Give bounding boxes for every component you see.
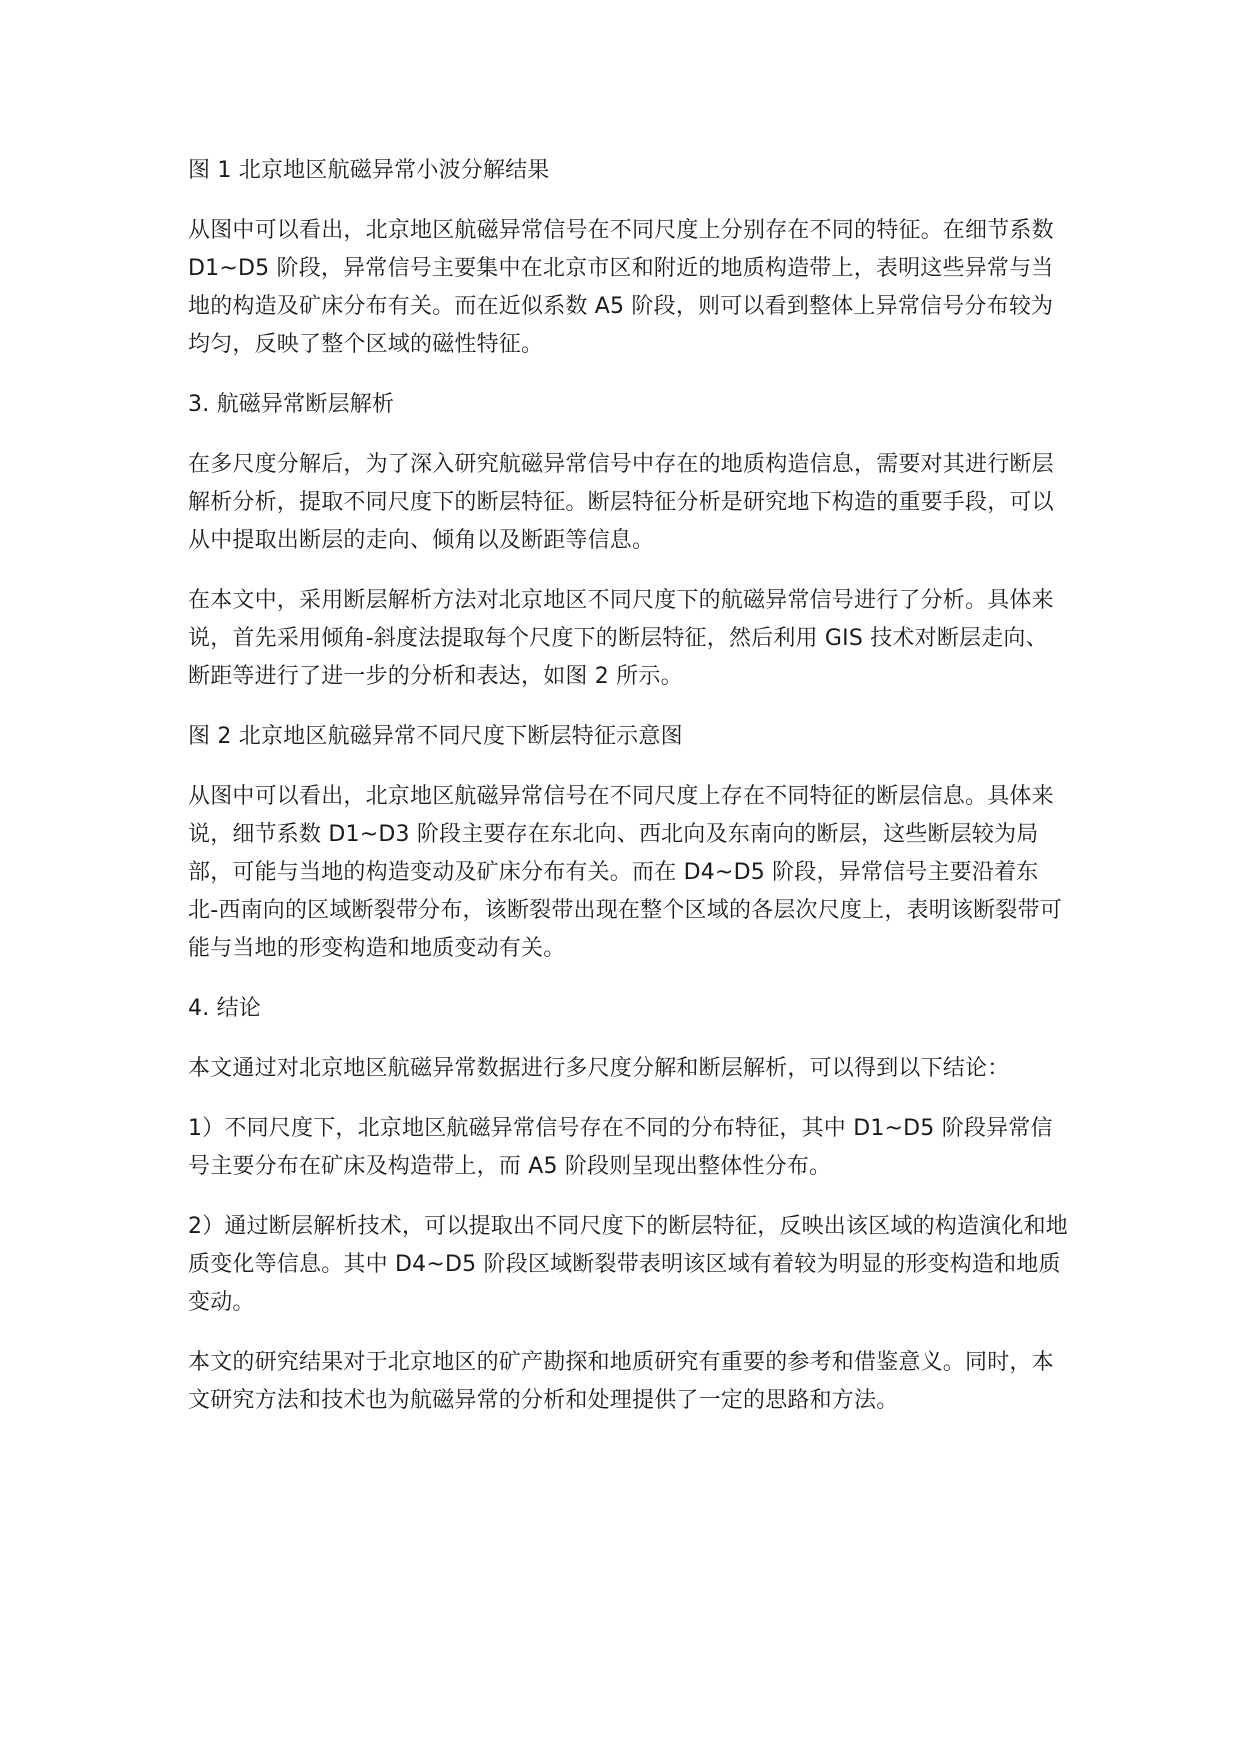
figure-2-caption: 图 2 北京地区航磁异常不同尺度下断层特征示意图 — [188, 724, 683, 749]
conclusion-item-1: 1）不同尺度下，北京地区航磁异常信号存在不同的分布特征，其中 D1~D5 阶段异常信号主要分布在矿床及构造带上，而 A5 阶段则呈现出整体性分布。 — [188, 1116, 1053, 1179]
paragraph-figure-2-analysis: 从图中可以看出，北京地区航磁异常信号在不同尺度上存在不同特征的断层信息。具体来说，细节系数 D1~D3 阶段主要存在东北向、西北向及东南向的断层，这些断层较为局部，可能与当地的构造变动及矿床分布有关。而在 D4~D5 阶段，异常信号主要沿着东北-西南向的区域断裂带分布，该断裂带出现在整个区域的各层次尺度上，表明该断裂带可能与当地的形变构造和地质变动有关。 — [188, 784, 1062, 961]
document-page — [188, 152, 1068, 1442]
section-3-heading: 3. 航磁异常断层解析 — [188, 392, 395, 417]
paragraph-closing: 本文的研究结果对于北京地区的矿产勘探和地质研究有重要的参考和借鉴意义。同时，本文研究方法和技术也为航磁异常的分析和处理提供了一定的思路和方法。 — [188, 1350, 1054, 1413]
paragraph-fault-analysis-intro: 在多尺度分解后，为了深入研究航磁异常信号中存在的地质构造信息，需要对其进行断层解析分析，提取不同尺度下的断层特征。断层特征分析是研究地下构造的重要手段，可以从中提取出断层的走向、倾角以及断距等信息。 — [188, 452, 1054, 553]
figure-1-caption: 图 1 北京地区航磁异常小波分解结果 — [188, 158, 550, 183]
paragraph-fault-method: 在本文中，采用断层解析方法对北京地区不同尺度下的航磁异常信号进行了分析。具体来说，首先采用倾角-斜度法提取每个尺度下的断层特征，然后利用 GIS 技术对断层走向、断距等进行了进一步的分析和表达，如图 2 所示。 — [188, 588, 1054, 689]
paragraph-conclusion-intro: 本文通过对北京地区航磁异常数据进行多尺度分解和断层解析，可以得到以下结论： — [188, 1056, 1010, 1081]
conclusion-item-2: 2）通过断层解析技术，可以提取出不同尺度下的断层特征，反映出该区域的构造演化和地质变化等信息。其中 D4~D5 阶段区域断裂带表明该区域有着较为明显的形变构造和地质变动。 — [188, 1214, 1068, 1315]
paragraph-figure-1-analysis: 从图中可以看出，北京地区航磁异常信号在不同尺度上分别存在不同的特征。在细节系数 D1~D5 阶段，异常信号主要集中在北京市区和附近的地质构造带上，表明这些异常与当地的构造及矿床分布有关。而在近似系数 A5 阶段，则可以看到整体上异常信号分布较为均匀，反映了整个区域的磁性特征。 — [188, 218, 1054, 357]
section-4-heading: 4. 结论 — [188, 996, 261, 1021]
